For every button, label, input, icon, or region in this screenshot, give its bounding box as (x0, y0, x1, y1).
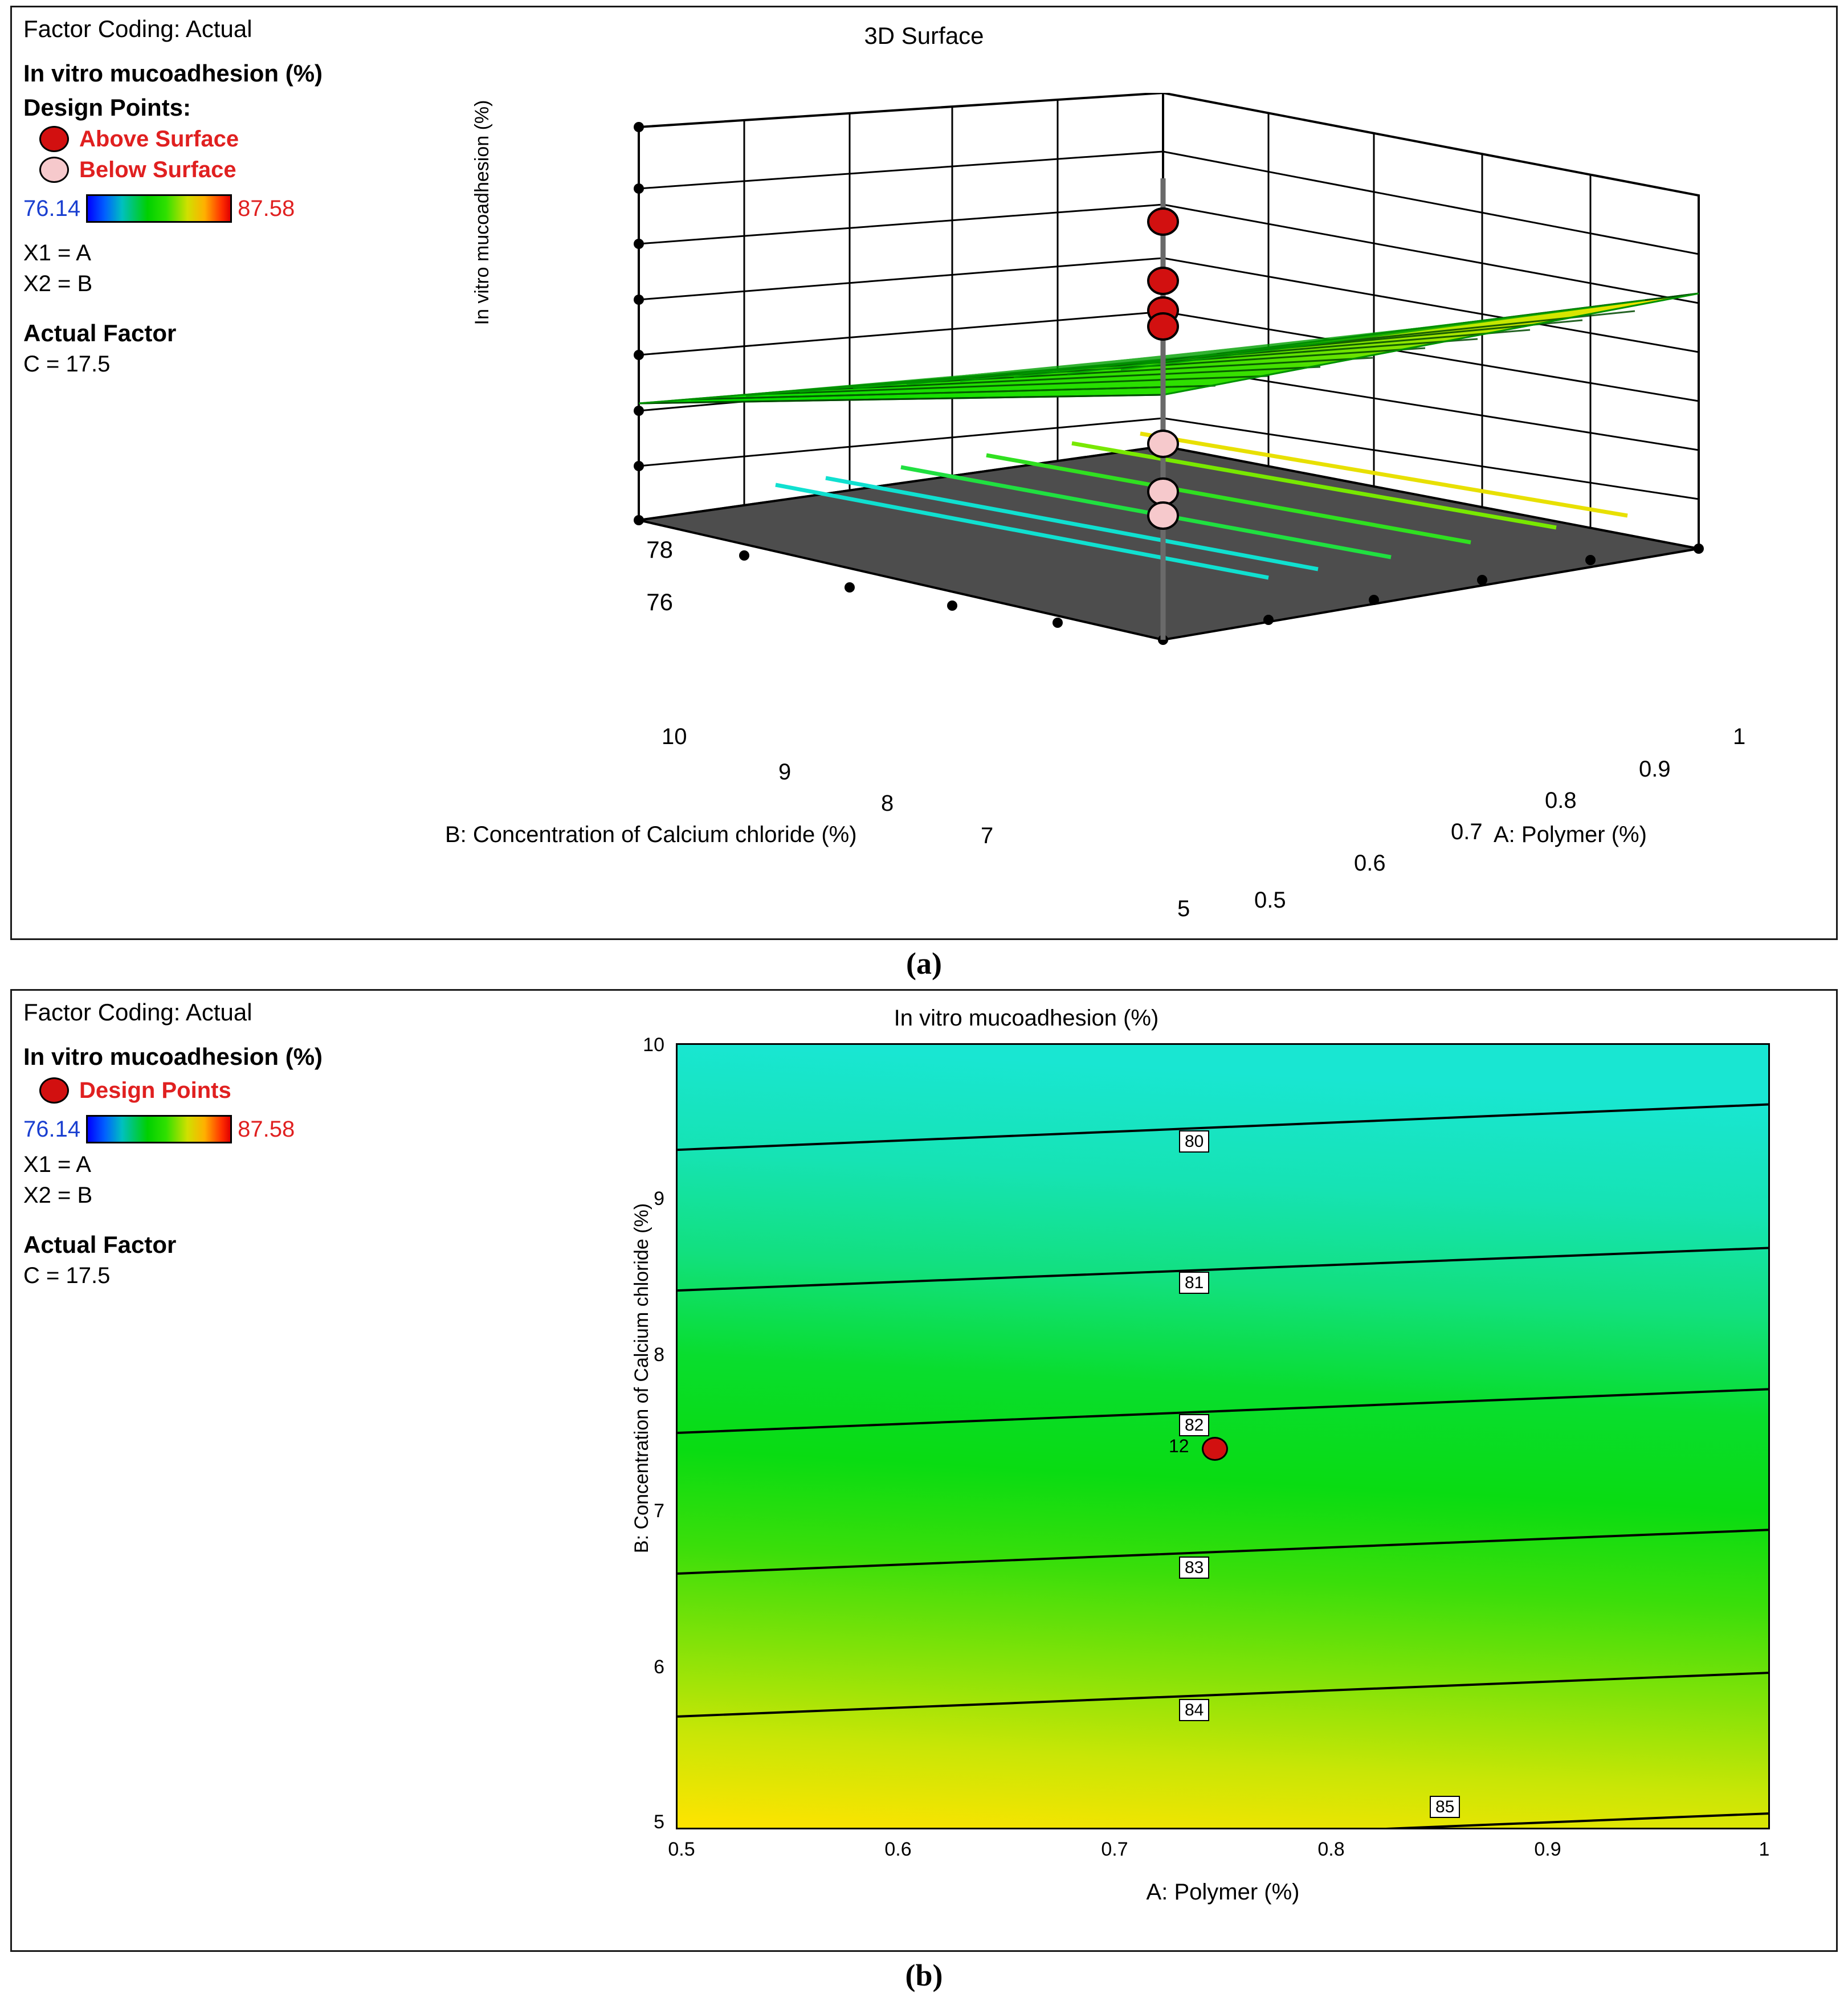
contour-y-tick-9: 9 (654, 1188, 664, 1210)
color-scale-b (23, 1115, 388, 1143)
surface-plot-3d (502, 93, 1790, 902)
legend-item-design-points (39, 1077, 388, 1104)
a-tick-08: 0.8 (1545, 788, 1577, 813)
contour-surface (678, 1045, 1768, 1828)
design-points-label-b: Design Points (79, 1077, 231, 1103)
response-title-b: In vitro mucoadhesion (%) (23, 1043, 323, 1070)
contour-y-tick-6: 6 (654, 1656, 664, 1678)
x2-assignment: X2 = B (23, 271, 93, 296)
scale-max-value-b: 87.58 (238, 1116, 295, 1142)
contour-x-tick-05: 0.5 (668, 1839, 695, 1860)
color-scale-bar-b (86, 1115, 232, 1143)
design-point-run-label: 12 (1169, 1436, 1189, 1456)
actual-factor-value-b: C = 17.5 (23, 1263, 111, 1288)
contour-label-82: 82 (1179, 1414, 1209, 1436)
b-tick-5: 5 (1177, 896, 1190, 921)
x2-assignment-b: X2 = B (23, 1183, 93, 1208)
scale-min-value-b: 76.14 (23, 1116, 81, 1142)
x1-assignment-b: X1 = A (23, 1152, 91, 1177)
scale-max-value: 87.58 (238, 195, 295, 221)
contour-x-axis-label: A: Polymer (%) (1146, 1880, 1300, 1905)
below-surface-label: Below Surface (79, 157, 236, 182)
panel-b-contour (10, 989, 1838, 1952)
z-axis-label: In vitro mucoadhesion (%) (471, 100, 493, 325)
caption-a: (a) (906, 946, 942, 981)
panel-a-3d-surface (10, 6, 1838, 940)
contour-x-tick-1: 1 (1759, 1839, 1770, 1860)
a-tick-06: 0.6 (1354, 851, 1386, 876)
contour-label-80: 80 (1179, 1130, 1209, 1153)
b-tick-8: 8 (881, 791, 894, 816)
color-scale-bar (86, 194, 232, 223)
legend-item-below-surface (39, 157, 388, 183)
actual-factor-label: Actual Factor (23, 320, 177, 346)
legend-panel-b (23, 999, 388, 1289)
design-points-label: Design Points: (23, 94, 191, 121)
b-tick-9: 9 (778, 759, 792, 785)
b-tick-7: 7 (981, 823, 994, 848)
contour-label-83: 83 (1179, 1557, 1209, 1579)
z-tick-78: 78 (646, 536, 673, 563)
contour-y-tick-8: 8 (654, 1344, 664, 1366)
design-point-dot-icon (39, 1077, 69, 1104)
legend-panel-a (23, 15, 388, 377)
design-point-marker[interactable] (1202, 1437, 1228, 1461)
panel-b-title: In vitro mucoadhesion (%) (894, 1006, 1159, 1031)
a-tick-1: 1 (1733, 724, 1746, 749)
contour-label-81: 81 (1179, 1272, 1209, 1294)
actual-factor-label-b: Actual Factor (23, 1231, 177, 1258)
contour-label-85: 85 (1430, 1796, 1460, 1818)
factor-coding-label-b: Factor Coding: Actual (23, 999, 252, 1026)
contour-plot-area (676, 1043, 1770, 1829)
color-scale (23, 194, 388, 223)
factor-coding-label: Factor Coding: Actual (23, 15, 252, 42)
axis-assignments (23, 238, 388, 299)
b-axis-label: B: Concentration of Calcium chloride (%) (445, 822, 857, 847)
scale-min-value: 76.14 (23, 195, 81, 221)
caption-b: (b) (905, 1958, 943, 1992)
below-surface-dot-icon (39, 157, 69, 183)
a-tick-07: 0.7 (1451, 819, 1483, 844)
contour-y-tick-10: 10 (643, 1034, 664, 1056)
contour-y-axis-label: B: Concentration of Calcium chloride (%) (631, 1203, 652, 1554)
contour-y-tick-7: 7 (654, 1500, 664, 1522)
a-tick-09: 0.9 (1639, 757, 1671, 782)
z-tick-76: 76 (646, 589, 673, 615)
contour-x-tick-06: 0.6 (884, 1839, 912, 1860)
legend-item-above-surface (39, 126, 388, 152)
contour-x-tick-07: 0.7 (1101, 1839, 1128, 1860)
panel-a-title: 3D Surface (864, 22, 984, 49)
a-axis-label: A: Polymer (%) (1494, 822, 1647, 847)
x1-assignment: X1 = A (23, 240, 91, 265)
contour-x-tick-09: 0.9 (1534, 1839, 1561, 1860)
actual-factor-value: C = 17.5 (23, 352, 111, 377)
above-surface-dot-icon (39, 126, 69, 152)
axis-assignments-b (23, 1149, 388, 1211)
b-tick-10: 10 (662, 724, 687, 749)
response-title: In vitro mucoadhesion (%) (23, 60, 323, 87)
contour-label-84: 84 (1179, 1699, 1209, 1721)
above-surface-label: Above Surface (79, 126, 239, 152)
a-tick-05: 0.5 (1254, 888, 1286, 913)
contour-y-tick-5: 5 (654, 1811, 664, 1833)
contour-x-tick-08: 0.8 (1317, 1839, 1345, 1860)
